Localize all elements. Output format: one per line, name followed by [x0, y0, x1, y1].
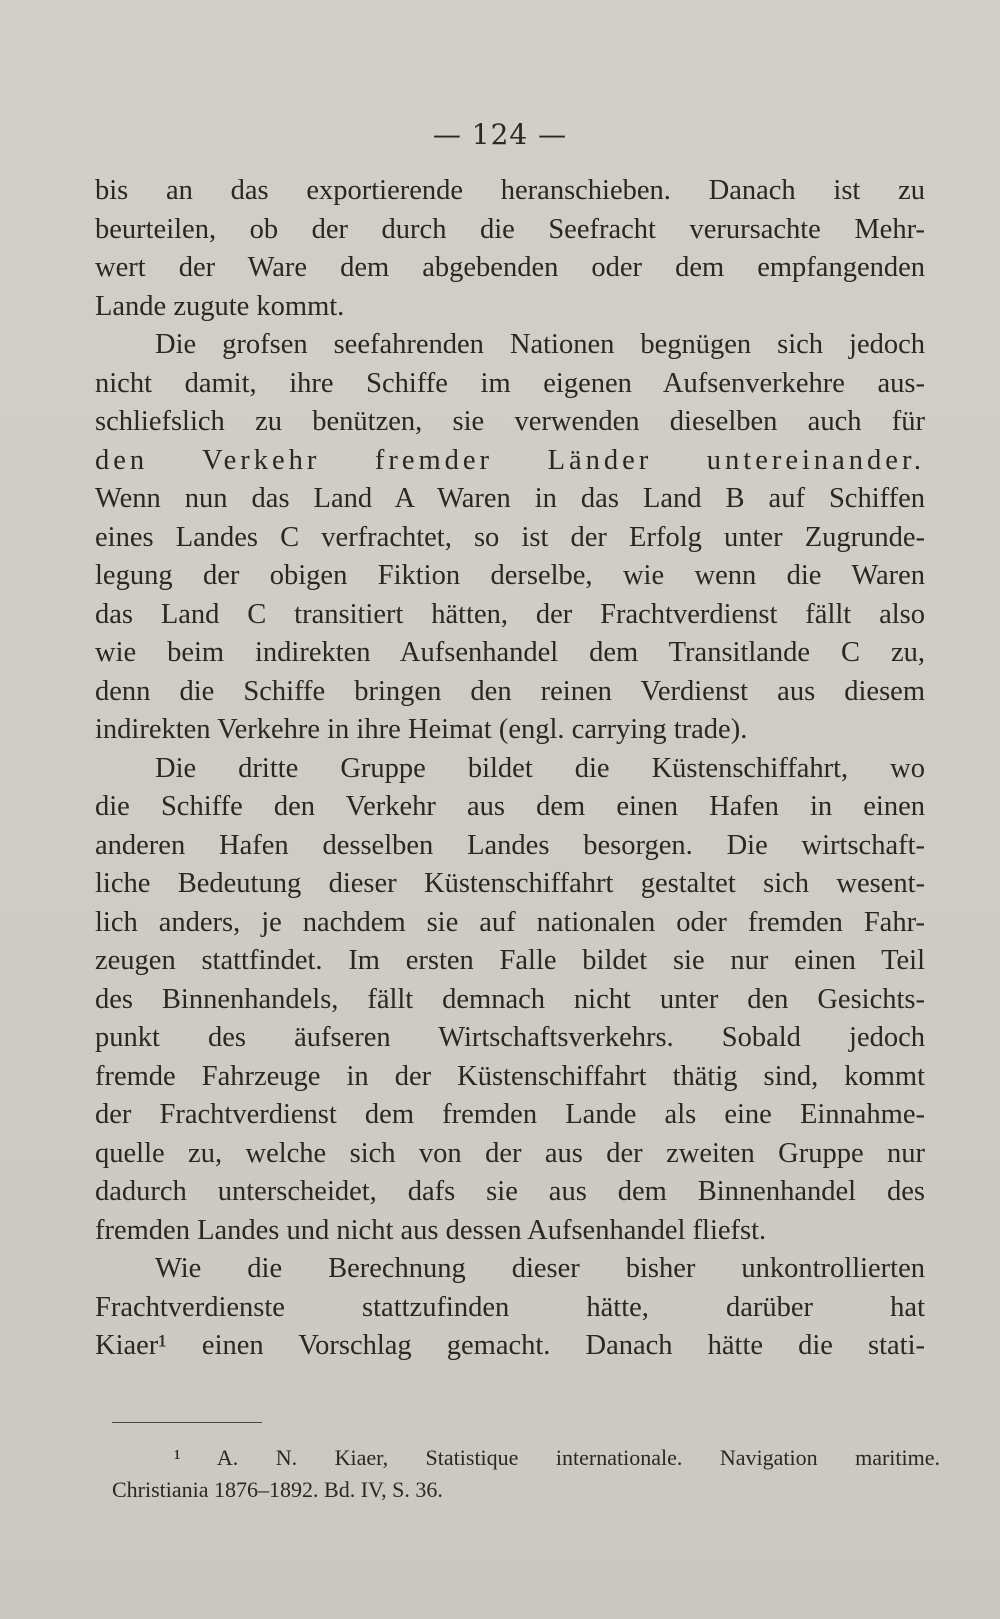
text-line: der Frachtverdienst dem fremden Lande als eine Einnahme- [95, 1099, 925, 1130]
footnotes [112, 1442, 940, 1506]
text-line: beurteilen, ob der durch die Seefracht verursachte Mehr- [95, 213, 925, 245]
text-line: Kiaer¹ einen Vorschlag gemacht. Danach hätte die stati- [95, 1330, 925, 1361]
body-text [95, 172, 925, 1366]
text-line: fremden Landes und nicht aus dessen Aufsenhandel fliefst. [95, 1214, 767, 1246]
text-line: anderen Hafen desselben Landes besorgen. Die wirtschaft- [95, 829, 925, 861]
text-line: die Schiffe den Verkehr aus dem einen Hafen in einen [95, 791, 925, 822]
page-number: — 124 — [432, 118, 568, 151]
text-line: denn die Schiffe bringen den reinen Verdienst aus diesem [95, 675, 925, 707]
text-line: legung der obigen Fiktion derselbe, wie wenn die Waren [95, 560, 925, 591]
text-line: punkt des äufseren Wirtschaftsverkehrs. Sobald jedoch [95, 1022, 925, 1053]
text-line: liche Bedeutung dieser Küstenschiffahrt gestaltet sich wesent- [95, 868, 925, 899]
text-line: indirekten Verkehre in ihre Heimat (engl. carrying trade). [95, 714, 748, 745]
text-line: des Binnenhandels, fällt demnach nicht unter den Gesichts- [95, 983, 925, 1015]
text-line: fremde Fahrzeuge in der Küstenschiffahrt thätig sind, kommt [95, 1060, 925, 1092]
footnote-line: ¹ A. N. Kiaer, Statistique internationale. Navigation maritime. [174, 1445, 940, 1470]
footnote-divider [112, 1422, 262, 1423]
text-line: Lande zugute kommt. [95, 290, 345, 322]
text-line: wert der Ware dem abgebenden oder dem empfangenden [95, 252, 925, 283]
text-line: dadurch unterscheidet, dafs sie aus dem Binnenhandel des [95, 1176, 925, 1207]
text-line: eines Landes C verfrachtet, so ist der Erfolg unter Zugrunde- [95, 521, 925, 553]
text-line: den Verkehr fremder Länder untereinander. [95, 444, 925, 476]
text-line: bis an das exportierende heranschieben. Danach ist zu [95, 175, 925, 206]
text-line: wie beim indirekten Aufsenhandel dem Transitlande C zu, [95, 637, 925, 668]
text-line: Die grofsen seefahrenden Nationen begnügen sich jedoch [155, 329, 925, 360]
text-line: Frachtverdienste stattzufinden hätte, darüber hat [95, 1291, 925, 1323]
text-line: Wenn nun das Land A Waren in das Land B auf Schiffen [95, 483, 925, 514]
text-line: Die dritte Gruppe bildet die Küstenschiffahrt, wo [155, 752, 925, 784]
text-line: zeugen stattfindet. Im ersten Falle bildet sie nur einen Teil [95, 945, 925, 976]
text-line: quelle zu, welche sich von der aus der zweiten Gruppe nur [95, 1137, 925, 1169]
text-line: das Land C transitiert hätten, der Frachtverdienst fällt also [95, 598, 925, 630]
text-line: nicht damit, ihre Schiffe im eigenen Aufsenverkehre aus- [95, 367, 925, 399]
text-line: lich anders, je nachdem sie auf nationalen oder fremden Fahr- [95, 906, 925, 938]
text-line: Wie die Berechnung dieser bisher unkontrollierten [155, 1253, 925, 1284]
text-line: schliefslich zu benützen, sie verwenden dieselben auch für [95, 406, 925, 437]
footnote-line: Christiania 1876–1892. Bd. IV, S. 36. [112, 1477, 443, 1502]
